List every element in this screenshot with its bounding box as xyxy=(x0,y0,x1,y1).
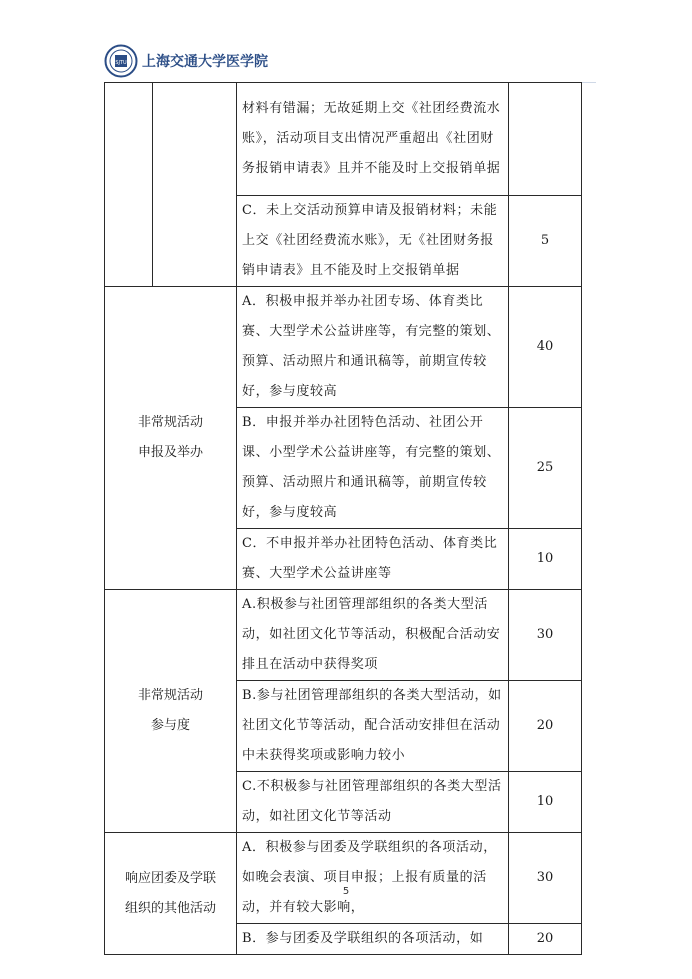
category-line: 申报及举办 xyxy=(137,445,203,460)
criterion-text: A．积极申报并举办社团专场、体育类比赛、大型学术公益讲座等，有完整的策划、预算、活动照片和通讯稿等，前期宣传较好，参与度较高 xyxy=(237,287,509,408)
page-number: 5 xyxy=(342,886,350,897)
score-value: 30 xyxy=(509,590,582,681)
category-line: 参与度 xyxy=(150,718,190,733)
institution-name: 上海交通大学医学院 xyxy=(142,54,268,70)
category-line: 非常规活动 xyxy=(137,688,203,703)
criterion-text: C.不积极参与社团管理部组织的各类大型活动，如社团文化节等活动 xyxy=(237,772,509,833)
criterion-text: A.积极参与社团管理部组织的各类大型活动，如社团文化节等活动，积极配合活动安排且在活动中获得奖项 xyxy=(237,590,509,681)
score-value: 30 xyxy=(509,833,582,924)
university-seal-icon xyxy=(104,44,138,78)
category-cell-empty xyxy=(105,83,153,287)
criterion-text: C．不申报并举办社团特色活动、体育类比赛、大型学术公益讲座等 xyxy=(237,529,509,590)
score-value: 20 xyxy=(509,681,582,772)
criterion-text: B．申报并举办社团特色活动、社团公开课、小型学术公益讲座等，有完整的策划、预算、活动照片和通讯稿等，前期宣传较好，参与度较高 xyxy=(237,408,509,529)
score-value: 5 xyxy=(509,196,582,287)
score-value xyxy=(509,83,582,196)
score-value: 10 xyxy=(509,529,582,590)
evaluation-table xyxy=(104,82,582,955)
criterion-text: C．未上交活动预算申请及报销材料；未能上交《社团经费流水账》，无《社团财务报销申请表》且不能及时上交报销单据 xyxy=(237,196,509,287)
seal-text: SJTU xyxy=(115,60,127,66)
table-row xyxy=(105,83,582,196)
page-header xyxy=(104,40,596,83)
subcategory-cell-empty xyxy=(153,83,237,287)
category-label xyxy=(105,590,237,833)
category-line: 响应团委及学联 xyxy=(124,870,216,886)
category-label xyxy=(105,287,237,590)
score-value: 10 xyxy=(509,772,582,833)
criterion-text: A．积极参与团委及学联组织的各项活动，如晚会表演、项目申报；上报有质量的活动，并有较大影响， xyxy=(237,833,509,924)
table-row xyxy=(105,833,582,924)
score-value: 20 xyxy=(509,924,582,955)
table-row xyxy=(105,590,582,681)
criterion-text: 材料有错漏；无故延期上交《社团经费流水账》，活动项目支出情况严重超出《社团财务报销申请表》且并不能及时上交报销单据 xyxy=(237,83,509,196)
criterion-text: B.参与社团管理部组织的各类大型活动，如社团文化节等活动，配合活动安排但在活动中未获得奖项或影响力较小 xyxy=(237,681,509,772)
category-line: 非常规活动 xyxy=(137,415,203,430)
score-value: 25 xyxy=(509,408,582,529)
criterion-text: B．参与团委及学联组织的各项活动，如 xyxy=(237,924,509,955)
table-row xyxy=(105,287,582,408)
score-value: 40 xyxy=(509,287,582,408)
category-line: 组织的其他活动 xyxy=(124,900,216,916)
